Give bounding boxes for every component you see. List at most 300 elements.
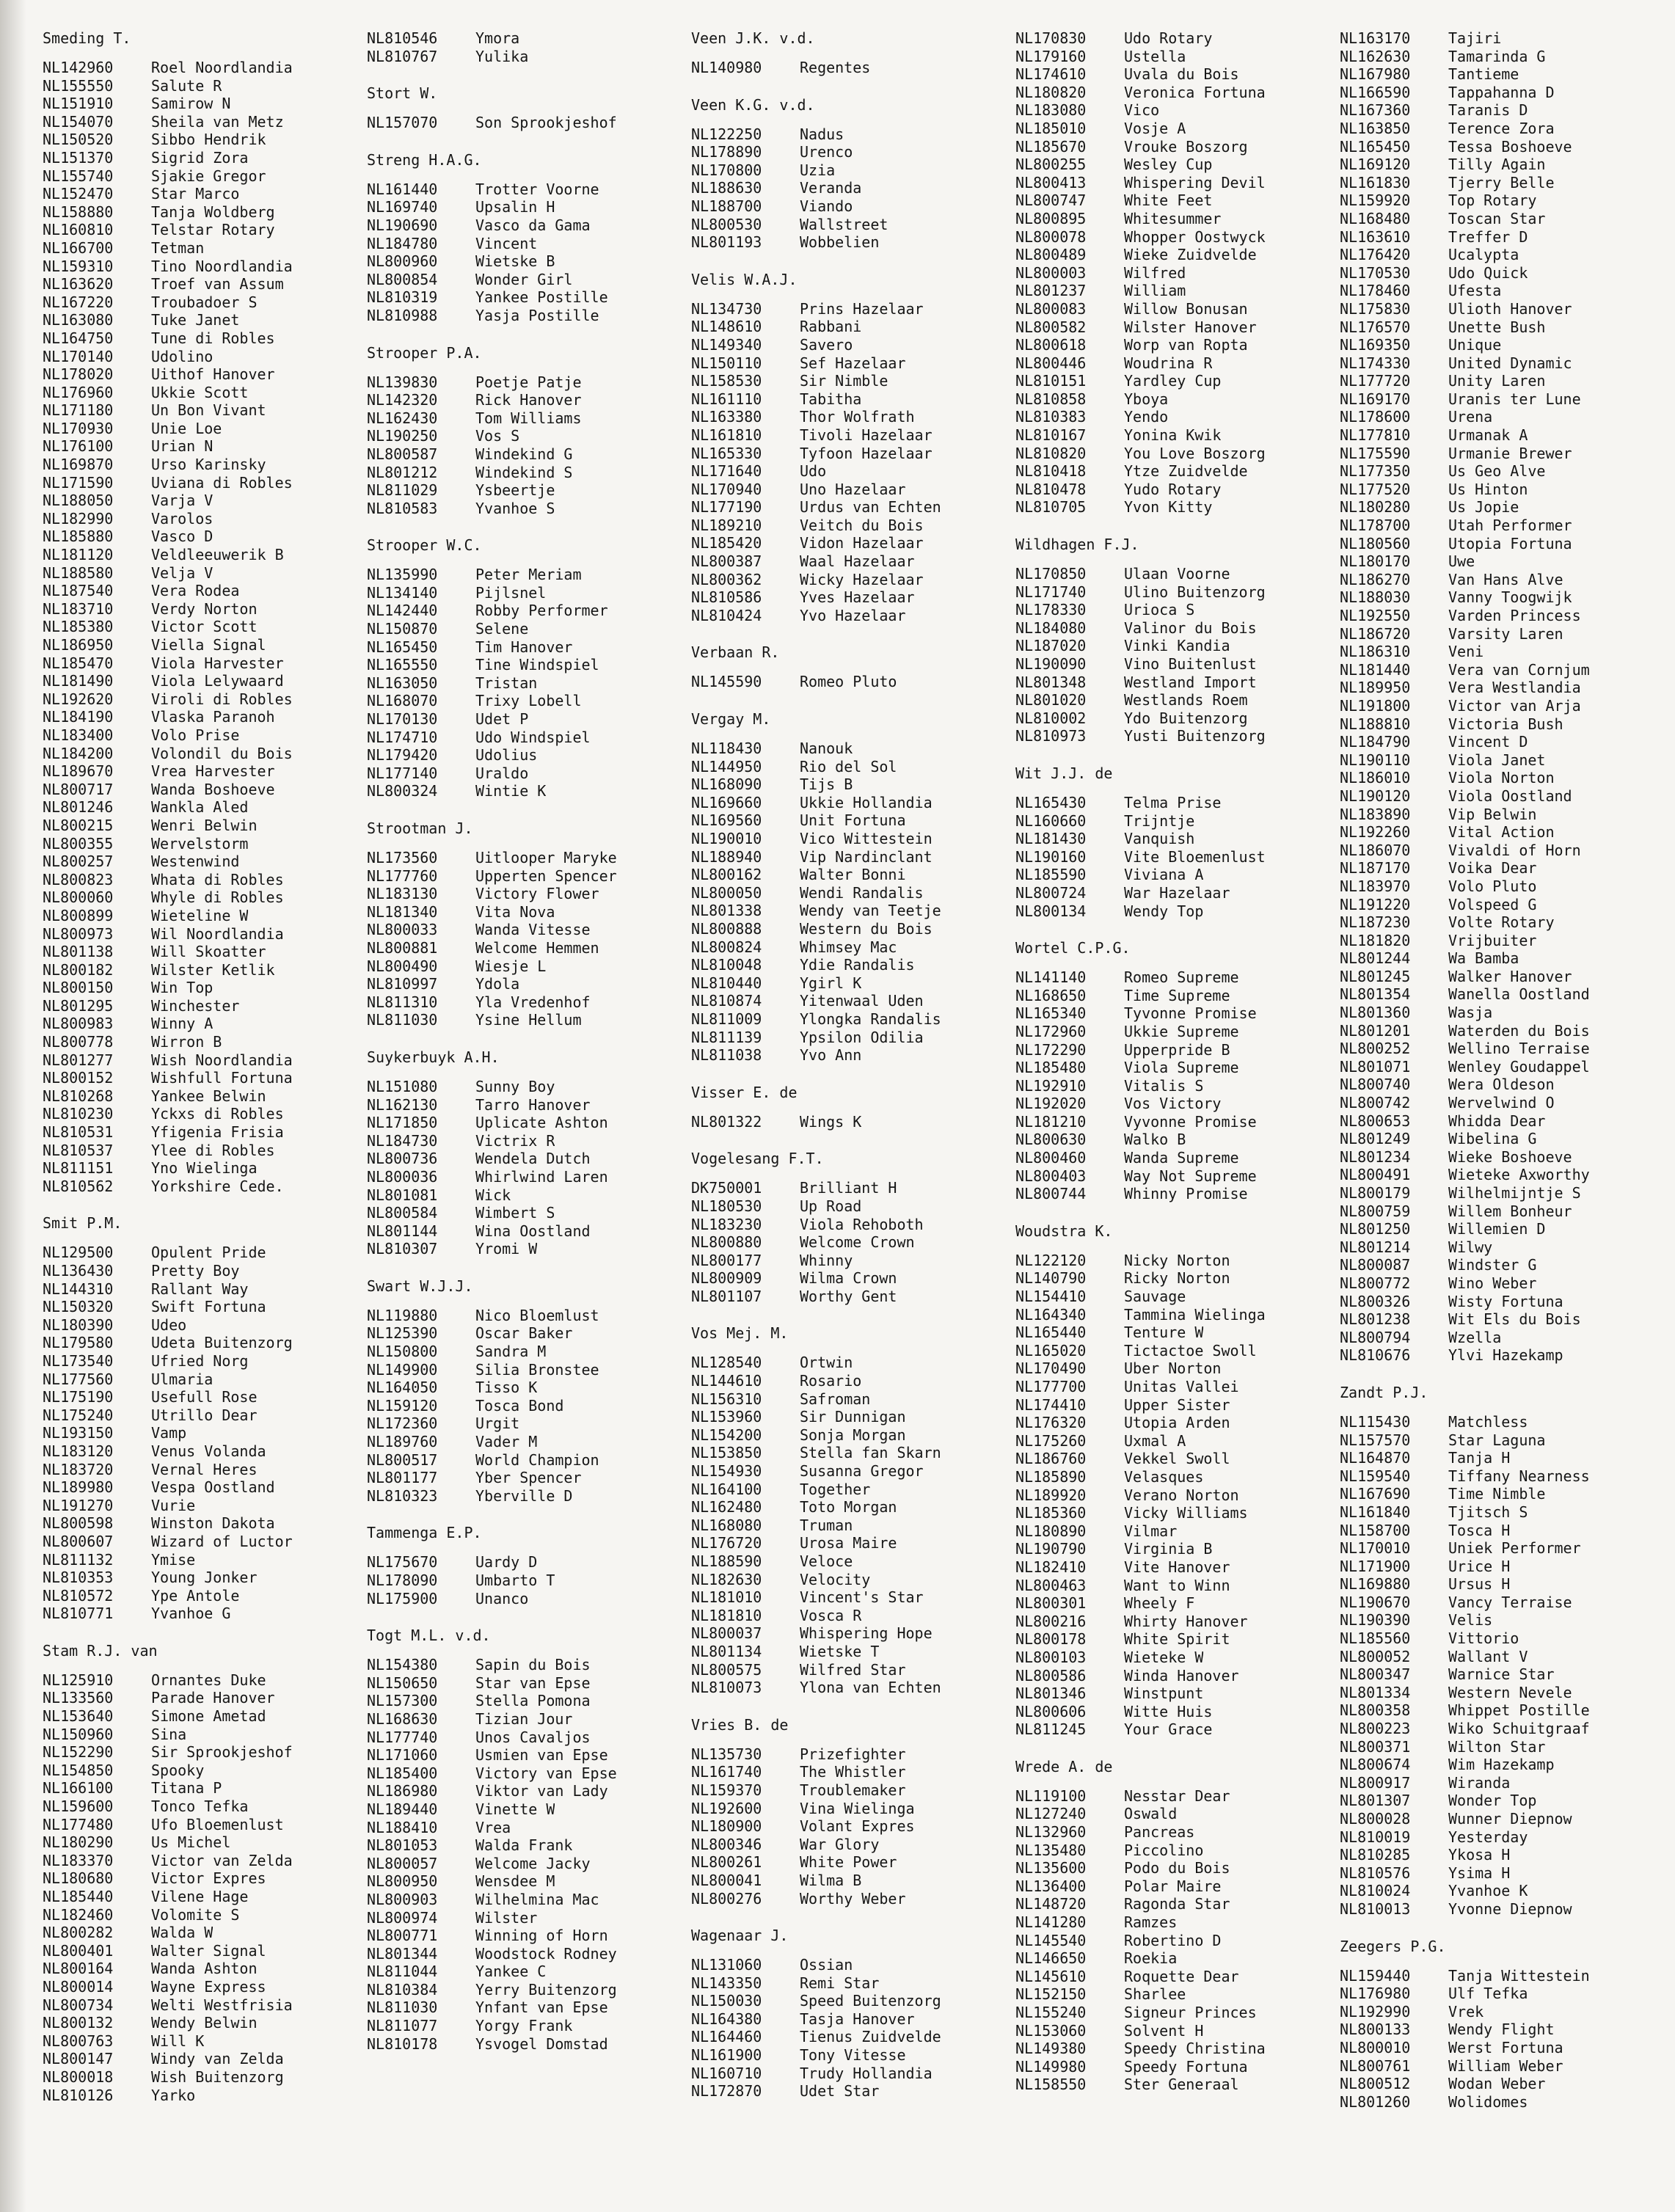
owner-name: Zandt P.J. <box>1340 1383 1428 1401</box>
horse-name: Wilton Star <box>1448 1737 1546 1756</box>
registration-number: NL800133 <box>1340 2021 1411 2039</box>
registration-number: NL801071 <box>1340 1057 1411 1076</box>
horse-entry <box>1015 462 1332 481</box>
horse-entry <box>1015 336 1332 354</box>
horse-entry <box>1340 535 1657 553</box>
horse-entry <box>1015 1252 1332 1270</box>
horse-entry <box>1340 842 1657 860</box>
horse-entry <box>691 1836 1008 1854</box>
registration-number: NL188580 <box>43 563 114 582</box>
horse-entry <box>1340 1985 1657 2003</box>
horse-entry <box>1340 1202 1657 1221</box>
horse-name: Time Supreme <box>1124 986 1230 1004</box>
registration-number: NL168650 <box>1015 986 1087 1004</box>
horse-entry <box>1340 1431 1657 1450</box>
horse-name: Udo Quick <box>1448 263 1528 282</box>
registration-number: NL161900 <box>691 2046 762 2065</box>
horse-entry <box>1340 462 1657 481</box>
horse-name: Swift Fortuna <box>151 1298 266 1316</box>
horse-entry <box>691 161 1008 180</box>
registration-number: NL115430 <box>1340 1412 1411 1431</box>
registration-number: NL156310 <box>691 1390 762 1408</box>
horse-entry <box>691 1853 1008 1872</box>
registration-number: NL179420 <box>367 746 438 764</box>
horse-name: Utrillo Dear <box>151 1406 258 1424</box>
registration-number: NL188590 <box>691 1552 762 1570</box>
horse-name: Romeo Pluto <box>800 673 897 691</box>
registration-number: NL178090 <box>367 1572 438 1589</box>
registration-number: NL183230 <box>691 1215 762 1233</box>
registration-number: NL180530 <box>691 1197 762 1215</box>
horse-name: Tienus Zuidvelde <box>800 2028 941 2046</box>
horse-name: Unitas Vallei <box>1124 1378 1239 1395</box>
registration-number: NL810997 <box>367 975 438 993</box>
horse-name: Wisty Fortuna <box>1448 1292 1563 1310</box>
horse-name: Unit Fortuna <box>800 811 906 830</box>
horse-entry <box>43 1316 360 1335</box>
horse-entry <box>1340 1967 1657 1985</box>
registration-number: NL155240 <box>1015 2004 1087 2021</box>
horse-entry <box>367 427 684 445</box>
horse-name: Trixy Lobell <box>475 692 582 710</box>
horse-name: Wallant V <box>1448 1647 1528 1665</box>
owner-name: Stort W. <box>367 84 438 103</box>
horse-entry <box>43 329 360 348</box>
horse-entry <box>1340 1575 1657 1594</box>
horse-name: Volo Pluto <box>1448 877 1537 895</box>
registration-number: NL185560 <box>1340 1629 1411 1648</box>
horse-name: Vital Action <box>1448 823 1555 842</box>
horse-entry <box>1015 65 1332 84</box>
horse-entry <box>1015 300 1332 318</box>
registration-number: NL164050 <box>367 1379 438 1397</box>
owner-name: Wildhagen F.J. <box>1015 536 1139 554</box>
horse-name: Worthy Weber <box>800 1889 906 1908</box>
horse-name: Sibbo Hendrik <box>151 131 266 149</box>
horse-name: Wzella <box>1448 1328 1502 1346</box>
registration-number: NL180560 <box>1340 534 1411 552</box>
horse-entry <box>1015 1841 1332 1860</box>
horse-entry <box>43 1587 360 1605</box>
horse-name: Yitenwaal Uden <box>800 992 924 1010</box>
horse-name: Trudy Hollandia <box>800 2064 933 2082</box>
registration-number: NL811077 <box>367 2017 438 2035</box>
horse-entry <box>43 2068 360 2087</box>
horse-entry <box>1015 1594 1332 1613</box>
registration-number: NL191220 <box>1340 895 1411 913</box>
horse-entry <box>1015 637 1332 655</box>
horse-name: Stella fan Skarn <box>800 1444 941 1462</box>
horse-name: Tetman <box>151 238 205 257</box>
registration-number: NL800824 <box>691 938 762 956</box>
horse-name: Udo Rotary <box>1124 29 1213 47</box>
registration-number: NL800083 <box>1015 299 1087 318</box>
registration-number: NL168080 <box>691 1516 762 1534</box>
owner-name: Veen J.K. v.d. <box>691 29 815 47</box>
registration-number: NL801212 <box>367 463 438 481</box>
horse-name: Spooky <box>151 1761 205 1779</box>
horse-entry <box>43 1298 360 1316</box>
registration-number: NL180890 <box>1015 1522 1087 1540</box>
horse-entry <box>1015 498 1332 517</box>
horse-name: Uvala du Bois <box>1124 65 1239 84</box>
horse-entry <box>43 1105 360 1123</box>
registration-number: NL178700 <box>1340 517 1411 535</box>
registration-number: NL142440 <box>367 602 438 620</box>
horse-name: Veronica Fortuna <box>1124 83 1266 101</box>
owner-name: Stam R.J. van <box>43 1641 158 1660</box>
horse-name: Vitalis S <box>1124 1076 1204 1095</box>
horse-name: Viola Norton <box>1448 769 1555 787</box>
horse-entry <box>1340 481 1657 499</box>
horse-entry <box>43 745 360 763</box>
registration-number: NL129500 <box>43 1244 114 1262</box>
horse-entry <box>1340 1040 1657 1058</box>
horse-name: Vasco da Gama <box>475 216 591 234</box>
horse-name: Udo <box>800 462 827 481</box>
registration-number: NL800147 <box>43 2050 114 2068</box>
registration-number: NL191270 <box>43 1496 114 1514</box>
horse-entry <box>691 1010 1008 1029</box>
horse-name: Tanja Wittestein <box>1448 1966 1590 1985</box>
horse-entry <box>367 993 684 1012</box>
registration-number: NL800033 <box>367 921 438 939</box>
horse-entry <box>1340 1701 1657 1720</box>
registration-number: NL185590 <box>1015 866 1087 884</box>
registration-number: NL157300 <box>367 1692 438 1710</box>
horse-name: Vrijbuiter <box>1448 931 1537 949</box>
horse-entry <box>691 125 1008 144</box>
horse-name: Yvo Ann <box>800 1046 862 1065</box>
horse-entry <box>367 1764 684 1783</box>
horse-name: Tabitha <box>800 390 862 408</box>
horse-name: Wanda Boshoeve <box>151 780 275 798</box>
horse-entry <box>1015 156 1332 174</box>
registration-number: NL186950 <box>43 636 114 654</box>
registration-number: NL186310 <box>1340 643 1411 661</box>
registration-number: NL154930 <box>691 1462 762 1481</box>
registration-number: NL149380 <box>1015 2040 1087 2058</box>
horse-name: Yber Spencer <box>475 1469 582 1487</box>
registration-number: NL180170 <box>1340 552 1411 571</box>
horse-name: Tiffany Nearness <box>1448 1467 1590 1485</box>
horse-entry <box>43 2032 360 2051</box>
registration-number: NL175830 <box>1340 299 1411 318</box>
horse-name: Will Skoatter <box>151 943 266 961</box>
registration-number: NL188810 <box>1340 715 1411 733</box>
horse-entry <box>1015 794 1332 812</box>
horse-entry <box>1340 1467 1657 1486</box>
horse-name: Westlands Roem <box>1124 691 1248 709</box>
horse-entry <box>1340 1503 1657 1522</box>
registration-number: NL181210 <box>1015 1112 1087 1131</box>
registration-number: NL187230 <box>1340 913 1411 932</box>
registration-number: NL800674 <box>1340 1756 1411 1774</box>
horse-name: Wilhelmina Mac <box>475 1890 599 1908</box>
horse-entry <box>1340 1810 1657 1828</box>
horse-entry <box>43 1069 360 1087</box>
horse-name: Whidda Dear <box>1448 1112 1546 1130</box>
horse-entry <box>1340 101 1657 120</box>
registration-number: NL170940 <box>691 480 762 498</box>
horse-entry <box>43 95 360 113</box>
registration-number: NL136400 <box>1015 1877 1087 1895</box>
horse-name: Veloce <box>800 1552 853 1570</box>
registration-number: NL800587 <box>367 445 438 463</box>
registration-number: NL174710 <box>367 728 438 746</box>
horse-entry <box>691 2010 1008 2029</box>
registration-number: NL170930 <box>43 419 114 437</box>
horse-entry <box>43 1726 360 1744</box>
horse-name: Treffer D <box>1448 227 1528 246</box>
registration-number: NL182630 <box>691 1570 762 1588</box>
horse-name: Tjerry Belle <box>1448 173 1555 191</box>
horse-name: Us Michel <box>151 1833 231 1852</box>
registration-number: NL800530 <box>691 215 762 233</box>
registration-number: NL175670 <box>367 1553 438 1572</box>
registration-number: NL176980 <box>1340 1985 1411 2003</box>
horse-name: Whata di Robles <box>151 870 284 888</box>
registration-number: NL800010 <box>1340 2038 1411 2056</box>
registration-number: NL188410 <box>367 1818 438 1836</box>
horse-entry <box>691 408 1008 426</box>
horse-name: Welcome Crown <box>800 1233 915 1252</box>
horse-name: Viktor van Lady <box>475 1782 608 1800</box>
horse-entry <box>1340 823 1657 842</box>
horse-entry <box>1015 1095 1332 1113</box>
horse-name: Tristan <box>475 674 538 692</box>
horse-entry <box>691 390 1008 409</box>
horse-name: Whirty Hanover <box>1124 1612 1248 1630</box>
horse-name: Tivoli Hazelaar <box>800 426 933 444</box>
registration-number: NL178460 <box>1340 282 1411 300</box>
horse-entry <box>1340 228 1657 247</box>
registration-number: NL193150 <box>43 1424 114 1442</box>
horse-name: Wa Bamba <box>1448 949 1519 968</box>
horse-entry <box>691 1481 1008 1499</box>
horse-entry <box>43 907 360 925</box>
registration-number: NL800164 <box>43 1960 114 1978</box>
horse-name: Unette Bush <box>1448 318 1546 336</box>
owner-section <box>691 1084 1008 1131</box>
horse-entry <box>691 1534 1008 1552</box>
registration-number: NL154070 <box>43 112 114 131</box>
horse-name: Volspeed G <box>1448 895 1537 913</box>
horse-name: Umbarto T <box>475 1572 555 1589</box>
registration-number: NL800134 <box>1015 902 1087 920</box>
horse-name: Salute R <box>151 76 222 95</box>
horse-name: Ypsilon Odilia <box>800 1028 924 1046</box>
horse-name: Ragonda Star <box>1124 1895 1230 1913</box>
registration-number: NL170130 <box>367 710 438 729</box>
horse-entry <box>367 1114 684 1132</box>
registration-number: NL185470 <box>43 654 114 672</box>
horse-name: Volomite S <box>151 1905 240 1924</box>
horse-entry <box>691 607 1008 625</box>
horse-name: Ossian <box>800 1956 853 1974</box>
horse-entry <box>367 198 684 216</box>
horse-entry <box>1340 2093 1657 2111</box>
horse-entry <box>43 510 360 528</box>
registration-number: NL800463 <box>1015 1576 1087 1594</box>
horse-name: Wonder Top <box>1448 1792 1537 1810</box>
registration-number: NL800724 <box>1015 883 1087 902</box>
horse-name: Wesley Cup <box>1124 156 1213 174</box>
horse-name: Ylee di Robles <box>151 1141 275 1159</box>
horse-entry <box>1015 1486 1332 1505</box>
horse-name: Veni <box>1448 643 1484 661</box>
horse-entry <box>43 1960 360 1978</box>
horse-name: Windekind G <box>475 445 573 463</box>
registration-number: NL185010 <box>1015 119 1087 137</box>
horse-name: Vos Victory <box>1124 1095 1222 1113</box>
horse-entry <box>367 500 684 518</box>
horse-name: Toscan Star <box>1448 209 1546 227</box>
horse-entry <box>367 1729 684 1747</box>
horse-name: Rick Hanover <box>475 391 582 409</box>
horse-entry <box>1015 1269 1332 1288</box>
horse-name: Ykosa H <box>1448 1846 1511 1864</box>
horse-name: Willow Bonusan <box>1124 299 1248 318</box>
registration-number: NL191800 <box>1340 696 1411 715</box>
horse-name: Telma Prise <box>1124 793 1222 811</box>
horse-entry <box>1015 1859 1332 1877</box>
horse-name: Robertino D <box>1124 1931 1222 1949</box>
horse-entry <box>367 445 684 464</box>
horse-entry <box>691 1462 1008 1481</box>
horse-name: Wit Els du Bois <box>1448 1310 1581 1329</box>
horse-name: Ursus H <box>1448 1575 1511 1594</box>
horse-name: Ortwin <box>800 1354 853 1372</box>
horse-entry <box>691 1029 1008 1047</box>
registration-number: NL811139 <box>691 1028 762 1046</box>
registration-number: NL177140 <box>367 764 438 782</box>
registration-number: NL169660 <box>691 793 762 811</box>
horse-name: Yendo <box>1124 408 1169 426</box>
registration-number: NL800387 <box>691 552 762 571</box>
horse-name: Viola Oostland <box>1448 786 1572 805</box>
horse-name: Winchester <box>151 996 240 1015</box>
horse-name: Uithof Hanover <box>151 365 275 384</box>
horse-entry <box>43 835 360 853</box>
horse-entry <box>1340 1864 1657 1883</box>
horse-entry <box>1015 2004 1332 2022</box>
registration-number: NL800584 <box>367 1204 438 1222</box>
registration-number: NL800740 <box>1340 1076 1411 1094</box>
registration-number: NL801081 <box>367 1186 438 1204</box>
horse-entry <box>43 618 360 636</box>
registration-number: NL186070 <box>1340 841 1411 859</box>
horse-entry <box>43 1869 360 1888</box>
horse-name: Will K <box>151 2032 205 2050</box>
owner-name: Strooper P.A. <box>367 343 482 362</box>
registration-number: NL158700 <box>1340 1521 1411 1539</box>
owner-name: Smeding T. <box>43 29 131 47</box>
horse-name: Tyvonne Promise <box>1124 1004 1257 1023</box>
horse-name: Uwe <box>1448 552 1475 571</box>
horse-name: Trotter Voorne <box>475 180 599 198</box>
horse-entry <box>1340 1594 1657 1612</box>
horse-name: Sharlee <box>1124 1985 1186 2004</box>
registration-number: NL810048 <box>691 956 762 974</box>
horse-name: Truman <box>800 1516 853 1534</box>
registration-number: NL810546 <box>367 29 438 47</box>
horse-entry <box>1340 1828 1657 1847</box>
registration-number: NL161440 <box>367 180 438 198</box>
horse-entry <box>691 1781 1008 1800</box>
registration-number: NL166590 <box>1340 83 1411 101</box>
horse-name: Sir Dunnigan <box>800 1408 906 1426</box>
registration-number: NL800759 <box>1340 1202 1411 1220</box>
horse-entry <box>1340 246 1657 264</box>
horse-entry <box>367 48 684 66</box>
horse-entry <box>1340 1346 1657 1365</box>
horse-name: Vincent D <box>1448 733 1528 751</box>
owner-name: Strooper W.C. <box>367 536 482 555</box>
horse-entry <box>691 481 1008 499</box>
registration-number: NL190120 <box>1340 786 1411 805</box>
horse-name: Ukkie Scott <box>151 383 249 401</box>
owner-name: Suykerbuyk A.H. <box>367 1048 500 1066</box>
registration-number: NL163380 <box>691 408 762 426</box>
registration-number: NL801238 <box>1340 1310 1411 1329</box>
horse-entry <box>1015 408 1332 426</box>
registration-number: NL177190 <box>691 498 762 517</box>
registration-number: NL160810 <box>43 221 114 239</box>
registration-number: NL800177 <box>691 1251 762 1269</box>
registration-number: NL181440 <box>1340 660 1411 679</box>
horse-entry <box>43 1497 360 1515</box>
horse-entry <box>367 939 684 957</box>
horse-name: Vino Buitenlust <box>1124 655 1257 673</box>
registration-number: NL801020 <box>1015 691 1087 709</box>
registration-number: NL141140 <box>1015 968 1087 987</box>
horse-name: Wenley Goudappel <box>1448 1057 1590 1076</box>
horse-entry <box>1340 2075 1657 2093</box>
horse-name: Tasja Hanover <box>800 2010 915 2028</box>
horse-name: Romeo Supreme <box>1124 968 1239 987</box>
horse-entry <box>367 1692 684 1710</box>
horse-entry <box>1340 1756 1657 1774</box>
registration-number: NL161810 <box>691 426 762 444</box>
horse-entry <box>1015 2058 1332 2076</box>
horse-entry <box>1340 29 1657 48</box>
horse-entry <box>1015 1703 1332 1721</box>
horse-entry <box>367 1963 684 1981</box>
horse-entry <box>691 1408 1008 1426</box>
registration-number: NL150520 <box>43 131 114 149</box>
horse-entry <box>1340 1148 1657 1167</box>
horse-name: Warnice Star <box>1448 1665 1555 1684</box>
registration-number: NL125910 <box>43 1671 114 1689</box>
registration-number: NL800895 <box>1015 209 1087 227</box>
registration-number: NL139830 <box>367 373 438 391</box>
horse-name: Matchless <box>1448 1412 1528 1431</box>
horse-entry <box>43 1015 360 1033</box>
horse-name: Tictactoe Swoll <box>1124 1341 1257 1359</box>
owner-section <box>367 84 684 132</box>
horse-name: Udeo <box>151 1315 187 1334</box>
registration-number: NL800358 <box>1340 1701 1411 1720</box>
horse-name: Vasco D <box>151 528 214 546</box>
horse-name: Wayne Express <box>151 1977 266 1996</box>
horse-name: Usmien van Epse <box>475 1746 608 1764</box>
horse-entry <box>1340 1720 1657 1738</box>
horse-entry <box>367 1999 684 2017</box>
registration-number: NL800252 <box>1340 1040 1411 1058</box>
registration-number: NL134730 <box>691 299 762 318</box>
horse-entry <box>1015 1913 1332 1932</box>
